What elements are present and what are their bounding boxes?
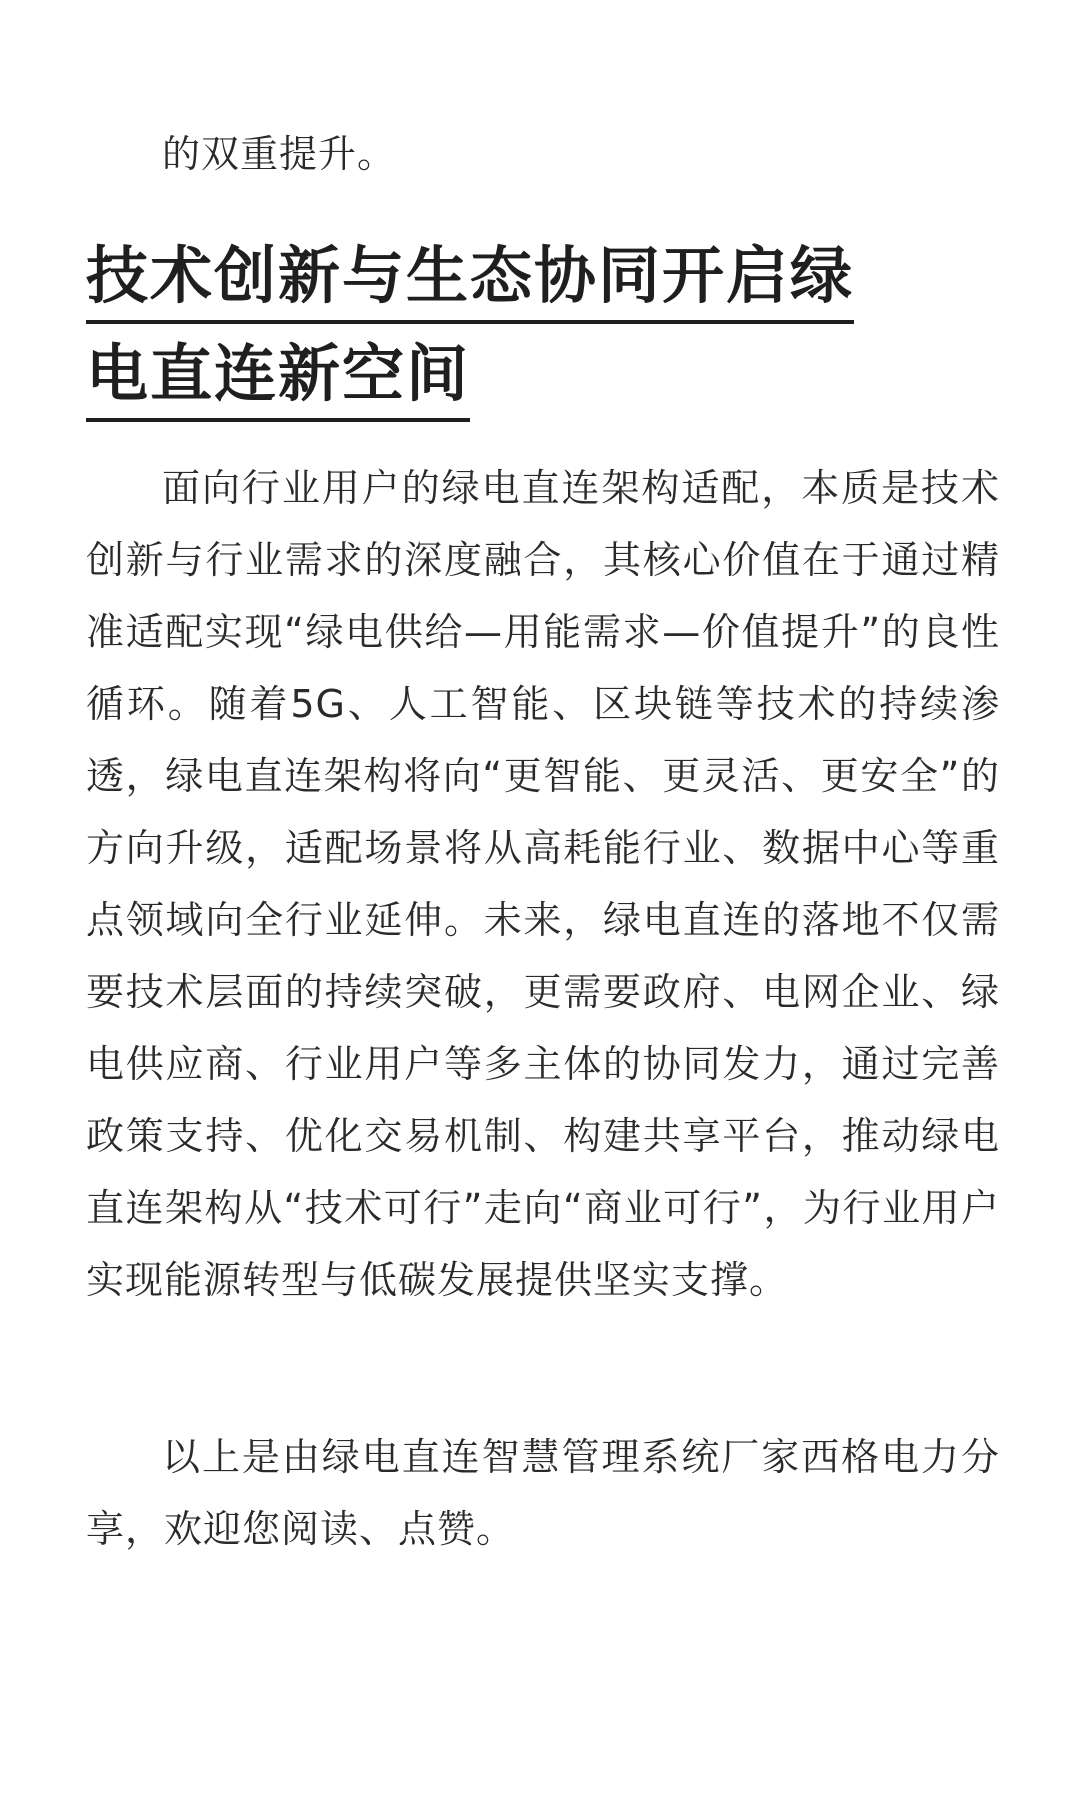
section-heading-line-2: 电直连新空间 [86,330,470,422]
paragraph-main: 面向行业用户的绿电直连架构适配，本质是技术创新与行业需求的深度融合，其核心价值在于通过精准适配实现“绿电供给—用能需求—价值提升”的良性循环。随着5G、人工智能、区块链等技术的持续渗透，绿电直连架构将向“更智能、更灵活、更安全”的方向升级，适配场景将从高耗能行业、数据中心等重点领域向全行业延伸。未来，绿电直连的落地不仅需要技术层面的持续突破，更需要政府、电网企业、绿电供应商、行业用户等多主体的协同发力，通过完善政策支持、优化交易机制、构建共享平台，推动绿电直连架构从“技术可行”走向“商业可行”，为行业用户实现能源转型与低碳发展提供坚实支撑。 [86,466,1000,1302]
section-heading [86,230,854,426]
section-heading-line-1: 技术创新与生态协同开启绿 [86,232,854,324]
paragraph-continued: 的双重提升。 [162,132,397,176]
paragraph-closing: 以上是由绿电直连智慧管理系统厂家西格电力分享，欢迎您阅读、点赞。 [86,1435,1000,1551]
